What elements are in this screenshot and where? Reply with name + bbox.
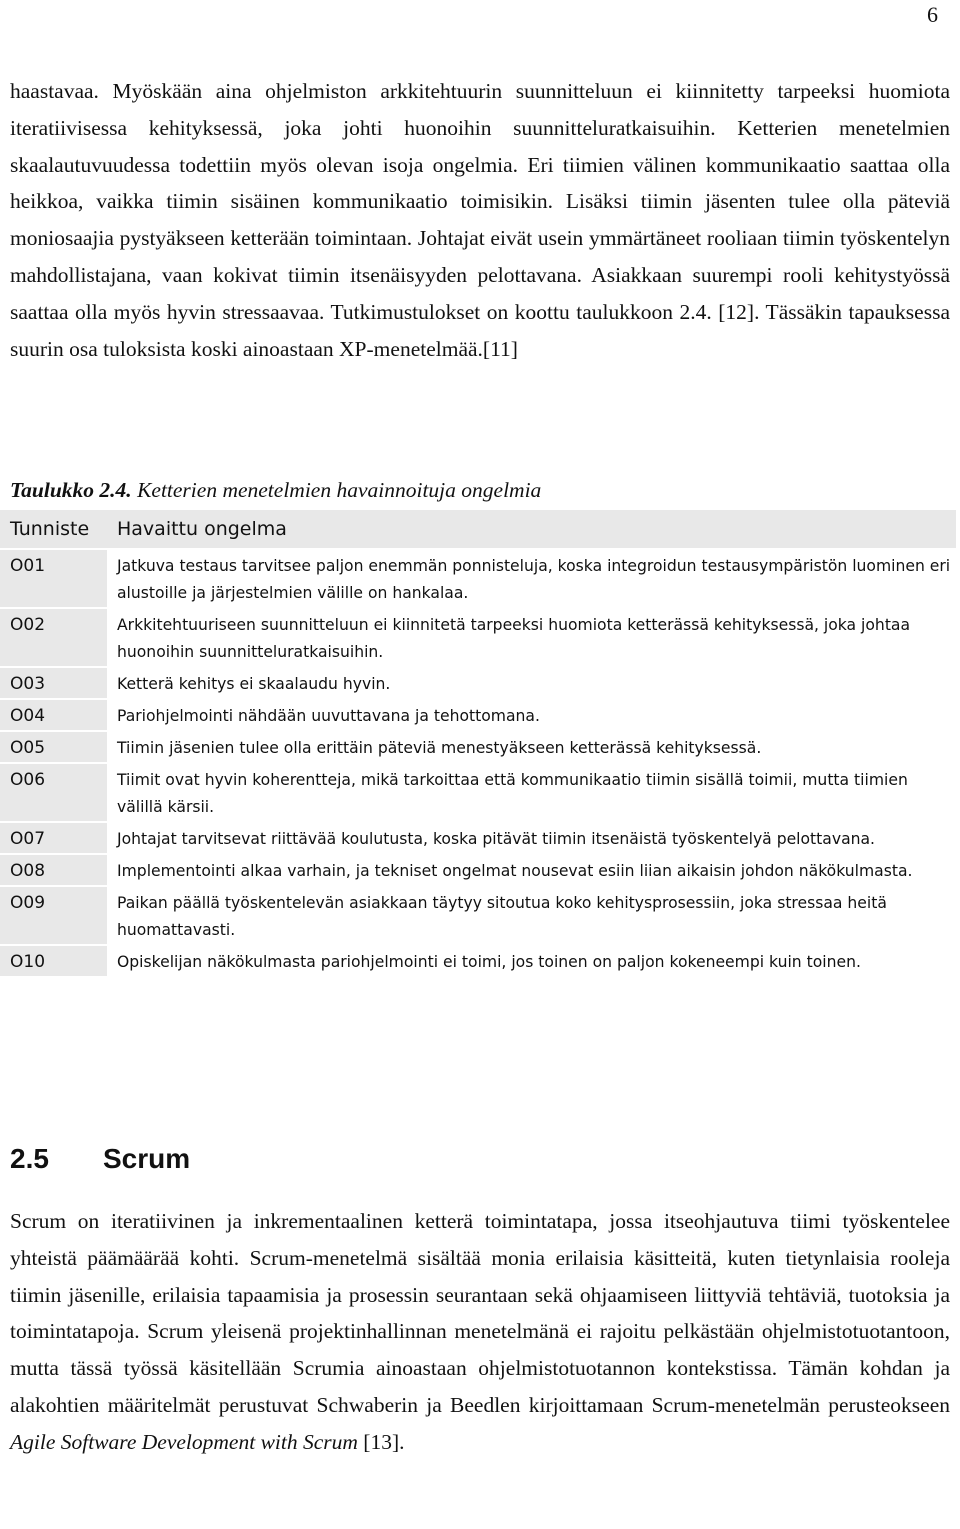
row-issue: Tiimit ovat hyvin koherentteja, mikä tarkoittaa että kommunikaatio tiimin sisällä toimii, mutta tiimien välillä kärsii. (107, 763, 956, 822)
scrum-paragraph (10, 1203, 950, 1461)
table-row (0, 549, 956, 608)
table-row (0, 608, 956, 667)
table-row (0, 886, 956, 945)
scrum-paragraph-text: Scrum on iteratiivinen ja inkrementaalinen ketterä toimintatapa, jossa itseohjautuva tiimi työskentelee yhteistä päämäärää kohti. Scrum-menetelmä sisältää monia erilaisia käsitteitä, kuten tietynlaisia rooleja tiimin jäsenille, erilaisia tapaamisia ja prosessin seurantaan sekä ohjaamiseen liittyviä tehtäviä, tuotoksia ja toimintatapoja. Scrum yleisenä projektinhallinnan menetelmänä ei rajoitu pelkästään ohjelmistotuotantoon, mutta tässä työssä käsitellään Scrumia ainoastaan ohjelmistotuotannon kontekstissa. Tämän kohdan ja alakohtien määritelmät perustuvat Schwaberin ja Beedlen kirjoittamaan Scrum-menetelmän perusteokseen (10, 1209, 950, 1417)
table-caption (10, 478, 541, 503)
row-issue: Ketterä kehitys ei skaalaudu hyvin. (107, 667, 956, 699)
table-row (0, 667, 956, 699)
table-row (0, 822, 956, 854)
intro-paragraph: haastavaa. Myöskään aina ohjelmiston arkkitehtuurin suunnitteluun ei kiinnitetty tarpeeksi huomiota iteratiivisessa kehityksessä, joka johti huonoihin suunnitteluratkaisuihin. Ketterien menetelmien skaalautuvuudessa todettiin myös olevan isoja ongelmia. Eri tiimien välinen kommunikaatio saattaa olla heikkoa, vaikka tiimin sisäinen kommunikaatio toimisikin. Lisäksi tiimin jäsenten tulee olla päteviä moniosaajia pystyäkseen ketterään toimintaan. Johtajat eivät usein ymmärtäneet rooliaan tiimin työskentelyn mahdollistajana, vaan kokivat tiimin itsenäisyyden pelottavana. Asiakkaan suurempi rooli kehitystyössä saattaa olla myös hyvin stressaavaa. Tutkimustulokset on koottu taulukkoon 2.4. [12]. Tässäkin tapauksessa suurin osa tuloksista koski ainoastaan XP-menetelmää.[11] (10, 79, 950, 361)
column-header-issue: Havaittu ongelma (107, 510, 956, 549)
table-header-row (0, 510, 956, 549)
row-issue: Arkkitehtuuriseen suunnitteluun ei kiinnitetä tarpeeksi huomiota ketterässä kehityksessä, joka johtaa huonoihin suunnitteluratkaisuihin. (107, 608, 956, 667)
table-row (0, 854, 956, 886)
row-id: O02 (0, 608, 107, 667)
section-title: Scrum (103, 1143, 191, 1174)
row-issue: Pariohjelmointi nähdään uuvuttavana ja tehottomana. (107, 699, 956, 731)
table-caption-title: Ketterien menetelmien havainnoituja ongelmia (131, 478, 542, 502)
row-id: O03 (0, 667, 107, 699)
row-id: O07 (0, 822, 107, 854)
column-header-id: Tunniste (0, 510, 107, 549)
row-id: O04 (0, 699, 107, 731)
row-id: O06 (0, 763, 107, 822)
row-issue: Implementointi alkaa varhain, ja tekniset ongelmat nousevat esiin liian aikaisin johdon näkökulmasta. (107, 854, 956, 886)
row-issue: Tiimin jäsenien tulee olla erittäin päteviä menestyäkseen ketterässä kehityksessä. (107, 731, 956, 763)
section-number: 2.5 (10, 1143, 49, 1174)
row-issue: Opiskelijan näkökulmasta pariohjelmointi ei toimi, jos toinen on paljon kokeneempi kuin toinen. (107, 945, 956, 976)
table-row (0, 945, 956, 976)
row-id: O05 (0, 731, 107, 763)
row-issue: Johtajat tarvitsevat riittävää koulutusta, koska pitävät tiimin itsenäistä työskentelyä pelottavana. (107, 822, 956, 854)
scrum-paragraph-reference: [13]. (357, 1429, 405, 1454)
page-number: 6 (927, 2, 938, 27)
book-title: Agile Software Development with Scrum (10, 1429, 358, 1454)
table-row (0, 731, 956, 763)
row-id: O09 (0, 886, 107, 945)
row-id: O10 (0, 945, 107, 976)
row-id: O08 (0, 854, 107, 886)
section-heading (10, 1143, 190, 1175)
table-row (0, 763, 956, 822)
row-id: O01 (0, 549, 107, 608)
issues-table (0, 510, 956, 976)
table-caption-label: Taulukko 2.4. (10, 478, 132, 502)
row-issue: Jatkuva testaus tarvitsee paljon enemmän ponnisteluja, koska integroidun testausympäristön luominen eri alustoille ja järjestelmien välille on hankalaa. (107, 549, 956, 608)
table-row (0, 699, 956, 731)
row-issue: Paikan päällä työskentelevän asiakkaan täytyy sitoutua koko kehitysprosessiin, joka stressaa heitä huomattavasti. (107, 886, 956, 945)
